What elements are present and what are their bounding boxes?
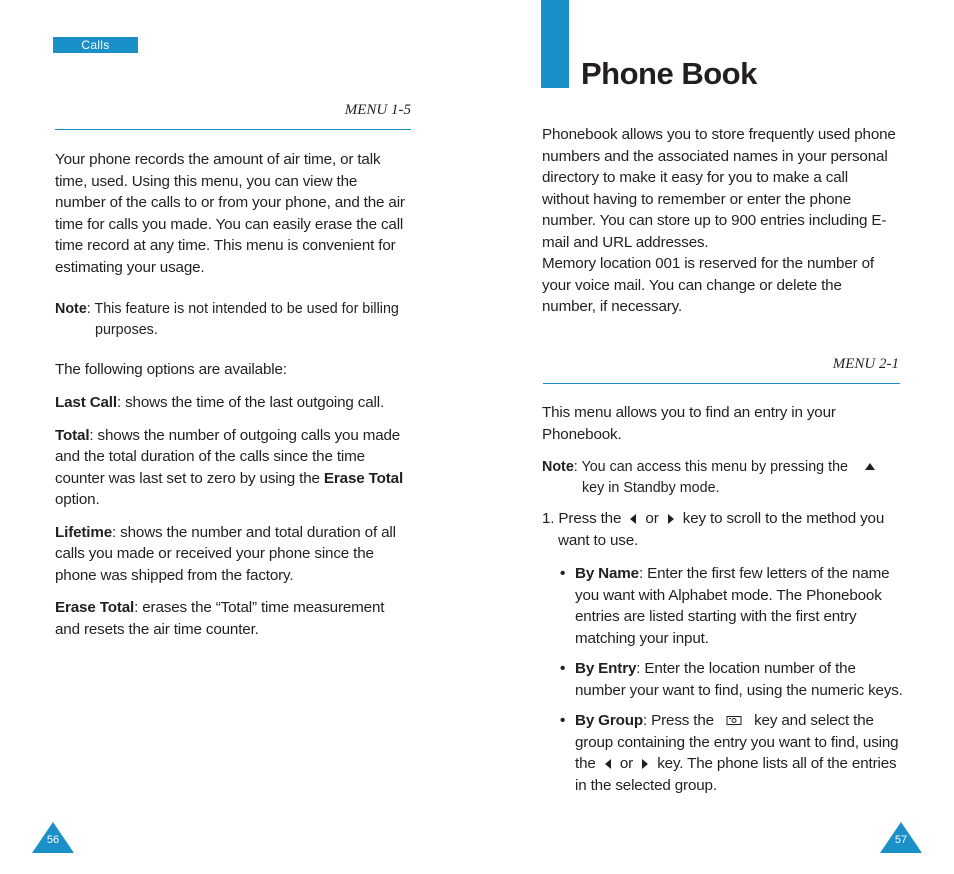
intro-paragraph: Your phone records the amount of air time, or talk time, used. Using this menu, you can view the number of the calls to or from your phone, and the air time for calls you made. You can easily erase the call time record at any time. This menu is convenient for estimating your usage. [55,151,405,276]
title-accent-bar [541,0,569,88]
method-desc-or: or [619,755,634,772]
method-desc-cont: key and select the group containing the entry you want to find, using the [575,712,899,772]
note [55,299,415,341]
page-number: 56 [46,834,60,846]
note-text-continued: purposes. [95,322,158,338]
list-item: • By Group: Press the key and select the group containing the entry you want to find, using the or key. The phone lists all of the entries in the selected group. [560,712,899,794]
page-number-badge [879,820,923,854]
intro-paragraph: Phonebook allows you to store frequently used phone numbers and the associated names in your personal directory to make it easy for you to make a call without having to remember or enter the phone number. You can store up to 900 entries including E-mail and URL addresses. [542,126,896,251]
option-desc-end: option. [55,491,100,508]
menu-intro: This menu allows you to find an entry in your Phonebook. [542,404,836,443]
step-1 [542,508,902,551]
options-list [55,392,411,651]
voicemail-paragraph: Memory location 001 is reserved for the number of your voice mail. You can change or delete the number, if necessary. [542,255,874,315]
option-desc: : shows the time of the last outgoing call. [116,394,385,411]
method-desc-end: key. The phone lists all of the entries in the selected group. [575,755,897,794]
option-erase-total [55,597,411,640]
options-intro: The following options are available: [55,361,287,378]
up-arrow-key-icon [864,462,876,472]
method-desc: : Enter the first few letters of the name you want with Alphabet mode. The Phonebook entries are listed starting with the first entry matching your input. [575,565,890,647]
list-item: • By Name: Enter the first few letters of the name you want with Alphabet mode. The Phonebook entries are listed starting with the first entry matching your input. [560,565,890,647]
note-text: : You can access this menu by pressing the [573,459,848,475]
right-arrow-key-icon [667,513,675,525]
left-arrow-key-icon [604,758,612,770]
divider-rule [543,383,900,384]
option-lifetime [55,522,411,587]
intro-block [542,124,899,318]
page-number: 57 [894,834,908,846]
note-label: Note [55,301,87,317]
option-term: Last Call [55,394,117,411]
right-arrow-key-icon [641,758,649,770]
menu-reference: MENU 2-1 [832,356,899,372]
menu-reference: MENU 1-5 [344,102,411,118]
step-text: 1. Press the [542,510,622,527]
method-desc: : Enter the location number of the number your want to find, using the numeric keys. [575,660,903,699]
list-item: • By Entry: Enter the location number of the number your want to find, using the numeric keys. [560,660,903,699]
method-term: By Entry [575,660,637,677]
option-term: Erase Total [55,599,135,616]
page-title: Phone Book [581,56,757,91]
option-term: Lifetime [55,523,113,541]
step-text-cont: key to scroll to the method you [682,510,885,527]
note-label: Note [542,459,574,475]
section-tab: Calls [53,37,138,53]
divider-rule [55,129,411,130]
right-page [477,0,954,874]
option-last-call [55,392,411,414]
note-text: : This feature is not intended to be used for billing [86,301,399,317]
note-text-continued: key in Standby mode. [582,480,720,496]
method-term: By Name [575,565,639,582]
page-number-badge [31,820,75,854]
left-arrow-key-icon [629,513,637,525]
note [542,457,902,499]
method-list [559,563,904,805]
option-desc: : shows the number of outgoing calls you made and the total duration of the calls since the time counter was last set to zero by using the [55,426,401,487]
option-term-inline: Erase Total [323,469,404,487]
phonebook-key-icon [726,715,742,726]
option-total [55,425,411,511]
option-term: Total [55,426,90,444]
step-text-end: want to use. [558,531,639,549]
method-term: By Group [575,712,643,729]
option-desc: : erases the “Total” time measurement and resets the air time counter. [55,599,385,638]
option-desc: : shows the number and total duration of all calls you made or received your phone since the phone was shipped from the factory. [55,523,396,584]
step-text-or: or [645,510,659,527]
method-desc: : Press the [643,712,714,729]
